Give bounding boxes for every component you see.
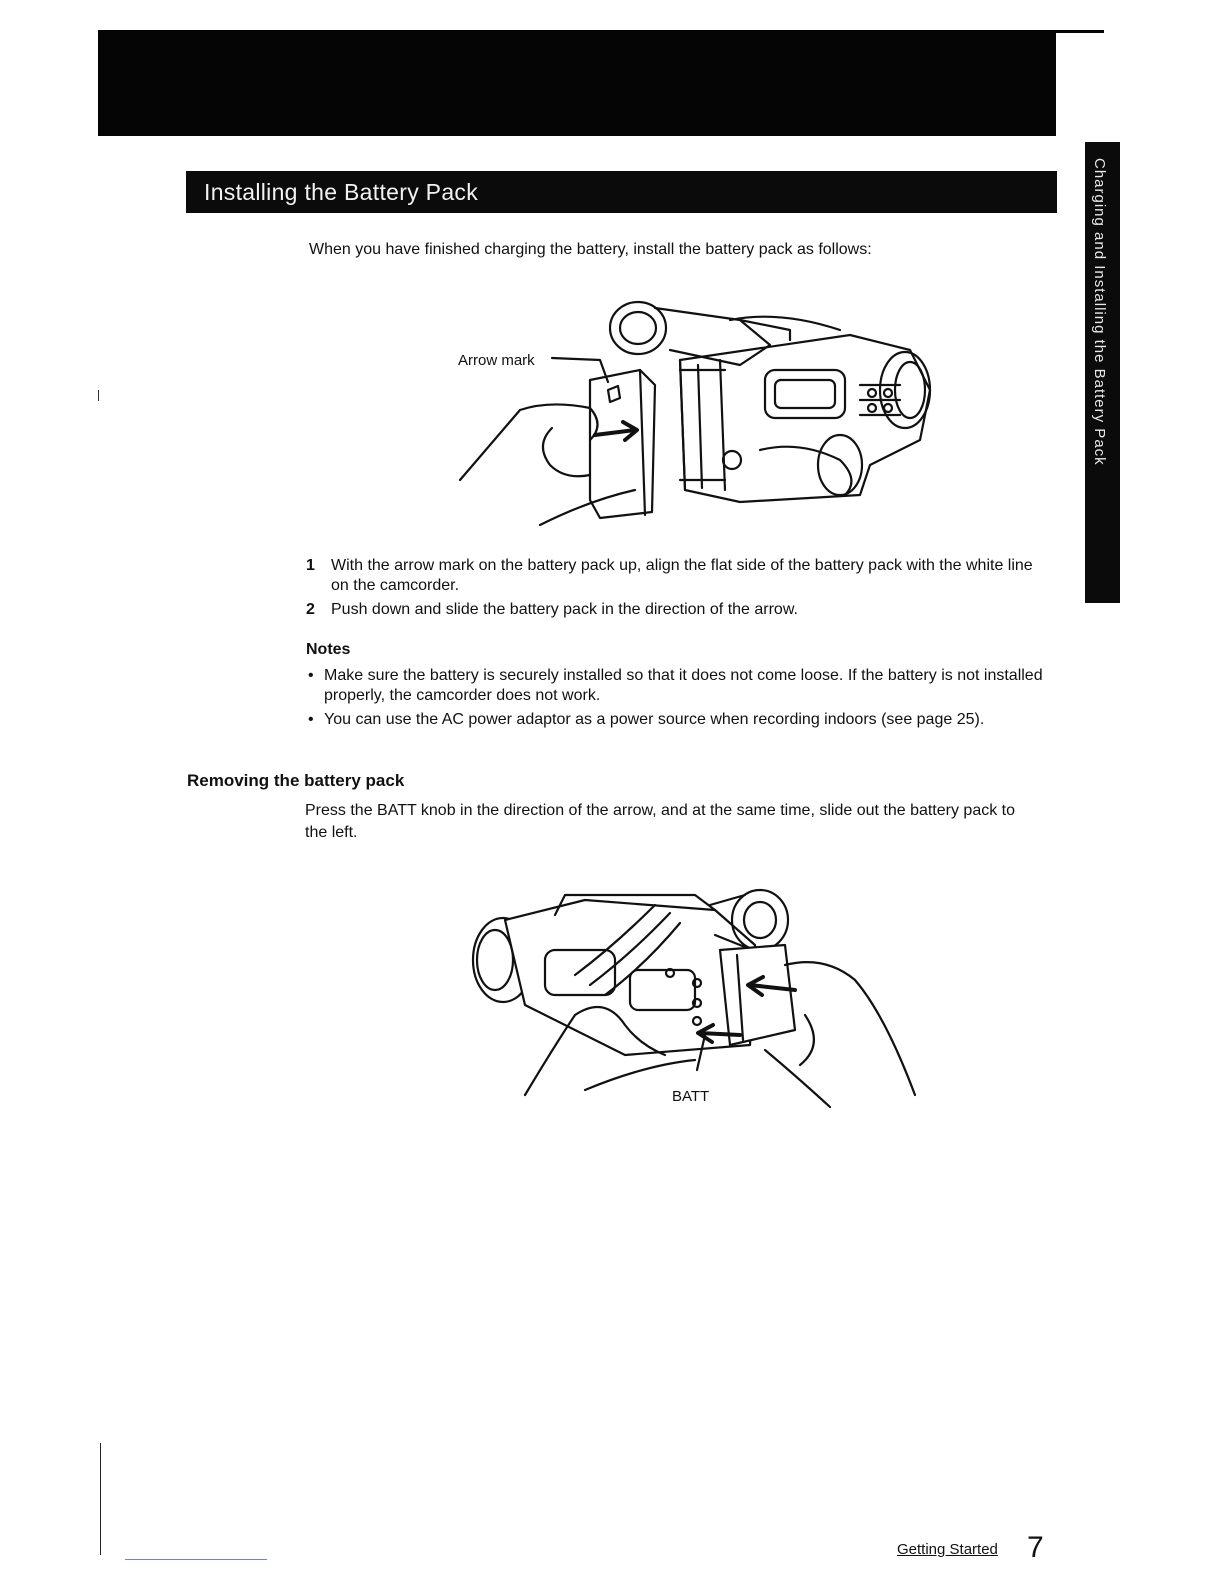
note-item: • You can use the AC power adaptor as a power source when recording indoors (see page 25). xyxy=(306,710,1046,730)
removing-text: Press the BATT knob in the direction of the arrow, and at the same time, slide out the battery pack to the left. xyxy=(305,802,1016,841)
step-number: 1 xyxy=(306,557,315,574)
margin-mark xyxy=(98,390,99,401)
arrow-mark-label: Arrow mark xyxy=(458,352,535,369)
battery-removal-illustration xyxy=(465,885,935,1110)
step-text: With the arrow mark on the battery pack up, align the flat side of the battery pack with the white line on the camcorder. xyxy=(331,557,1033,594)
page-number: 7 xyxy=(1027,1531,1044,1564)
step-item xyxy=(306,556,1046,596)
step-text: Push down and slide the battery pack in the direction of the arrow. xyxy=(331,601,798,618)
step-number: 2 xyxy=(306,601,315,618)
notes-heading: Notes xyxy=(306,641,351,658)
batt-label: BATT xyxy=(672,1088,710,1105)
side-tab-label: Charging and Installing the Battery Pack xyxy=(1091,158,1108,466)
header-rule xyxy=(1056,30,1104,33)
margin-rule xyxy=(100,1443,101,1555)
notes-list xyxy=(306,666,1046,734)
note-item: • Make sure the battery is securely installed so that it does not come loose. If the battery is not installed properly, the camcorder does not work. xyxy=(306,666,1046,706)
side-tab xyxy=(1085,142,1120,603)
intro-text: When you have finished charging the battery, install the battery pack as follows: xyxy=(309,241,872,258)
footer-section-name: Getting Started xyxy=(897,1541,998,1558)
steps-list xyxy=(306,556,1046,624)
scan-edge-line xyxy=(125,1559,267,1560)
removing-heading: Removing the battery pack xyxy=(187,771,405,790)
header-band xyxy=(98,30,1056,136)
section-title: Installing the Battery Pack xyxy=(186,171,1057,213)
battery-install-illustration xyxy=(440,290,960,540)
step-item xyxy=(306,600,1046,620)
